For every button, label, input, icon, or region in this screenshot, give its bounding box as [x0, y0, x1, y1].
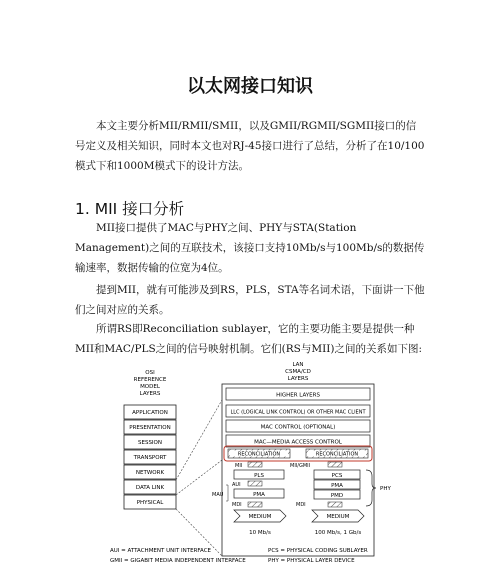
legend-phy: PHY = PHYSICAL LAYER DEVICE: [268, 558, 355, 564]
mii-label: MII: [235, 463, 243, 469]
osi-layer-label: NETWORK: [135, 470, 165, 476]
osi-header-line: REFERENCE: [133, 377, 167, 383]
reconciliation-left-label: RECONCILIATION: [237, 451, 281, 458]
osi-layer-label: PHYSICAL: [136, 500, 164, 506]
osi-layer-stack: [124, 405, 176, 509]
osi-layer-label: PRESENTATION: [129, 425, 171, 431]
phy-brace: [366, 470, 376, 506]
lan-header-line: CSMA/CD: [285, 369, 311, 375]
osi-layer-label: DATA LINK: [135, 485, 165, 491]
speed-right-label: 100 Mb/s, 1 Gb/s: [314, 530, 362, 536]
mapping-lines: [176, 400, 222, 556]
lan-header-line: LAN: [292, 362, 304, 368]
phy-label: PHY: [380, 486, 391, 492]
higher-layers-label: HIGHER LAYERS: [276, 392, 320, 399]
aui-label: AUI: [232, 482, 241, 488]
lan-header-line: LAYERS: [287, 376, 309, 382]
pls-label: PLS: [254, 473, 264, 479]
speed-left-label: 10 Mb/s: [249, 530, 271, 536]
mau-label: MAU: [212, 492, 224, 498]
rs-mii-diagram: [110, 360, 410, 566]
pcs-label: PCS: [331, 473, 343, 479]
osi-layer-label: TRANSPORT: [133, 455, 167, 461]
rs-paragraph: 所谓RS即Reconciliation sublayer，它的主要功能主要是提供一种MII和MAC/PLS之间的信号映射机制。它们(RS与MII)之间的关系如下图:: [75, 323, 423, 355]
osi-layer-label: SESSION: [137, 440, 163, 446]
document-title: 以太网接口知识: [187, 76, 313, 97]
medium-left-label: MEDIUM: [248, 514, 272, 520]
medium-right-label: MEDIUM: [326, 514, 350, 520]
section-heading: 1. MII 接口分析: [75, 200, 185, 218]
legend-aui: AUI = ATTACHMENT UNIT INTERFACE: [110, 548, 212, 554]
mdi-left-label: MDI: [232, 502, 242, 508]
mac-control-label: MAC CONTROL (OPTIONAL): [260, 424, 336, 431]
osi-layer-label: APPLICATION: [132, 410, 168, 416]
legend-gmii: GMII = GIGABIT MEDIA INDEPENDENT INTERFACE: [110, 558, 246, 564]
legend-pcs: PCS = PHYSICAL CODING SUBLAYER: [268, 548, 368, 554]
pma-left-label: PMA: [253, 492, 265, 498]
pmd-label: PMD: [330, 493, 344, 499]
llc-label: LLC (LOGICAL LINK CONTROL) OR OTHER MAC CLIENT: [230, 409, 366, 416]
osi-header-line: MODEL: [140, 384, 160, 390]
mii-gmii-label: MII/GMII: [290, 463, 311, 469]
terms-paragraph: 提到MII，就有可能涉及到RS，PLS，STA等名词术语，下面讲一下他们之间对应的关系。: [75, 284, 425, 316]
pma-right-label: PMA: [331, 483, 343, 489]
osi-header-line: OSI: [145, 370, 155, 376]
osi-header-line: LAYERS: [139, 391, 161, 397]
mii-description-paragraph: MII接口提供了MAC与PHY之间、PHY与STA(Station Management)之间的互联技术，该接口支持10Mb/s与100Mb/s的数据传输速率，数据传输的位宽为4位。: [75, 222, 425, 274]
mac-label: MAC—MEDIA ACCESS CONTROL: [254, 439, 342, 446]
mdi-right-label: MDI: [296, 502, 306, 508]
reconciliation-right-label: RECONCILIATION: [315, 451, 359, 458]
intro-paragraph: 本文主要分析MII/RMII/SMII，以及GMII/RGMII/SGMII接口的信号定义及相关知识，同时本文也对RJ-45接口进行了总结，分析了在10/100模式下和1000M模式下的设计方法。: [75, 120, 425, 172]
